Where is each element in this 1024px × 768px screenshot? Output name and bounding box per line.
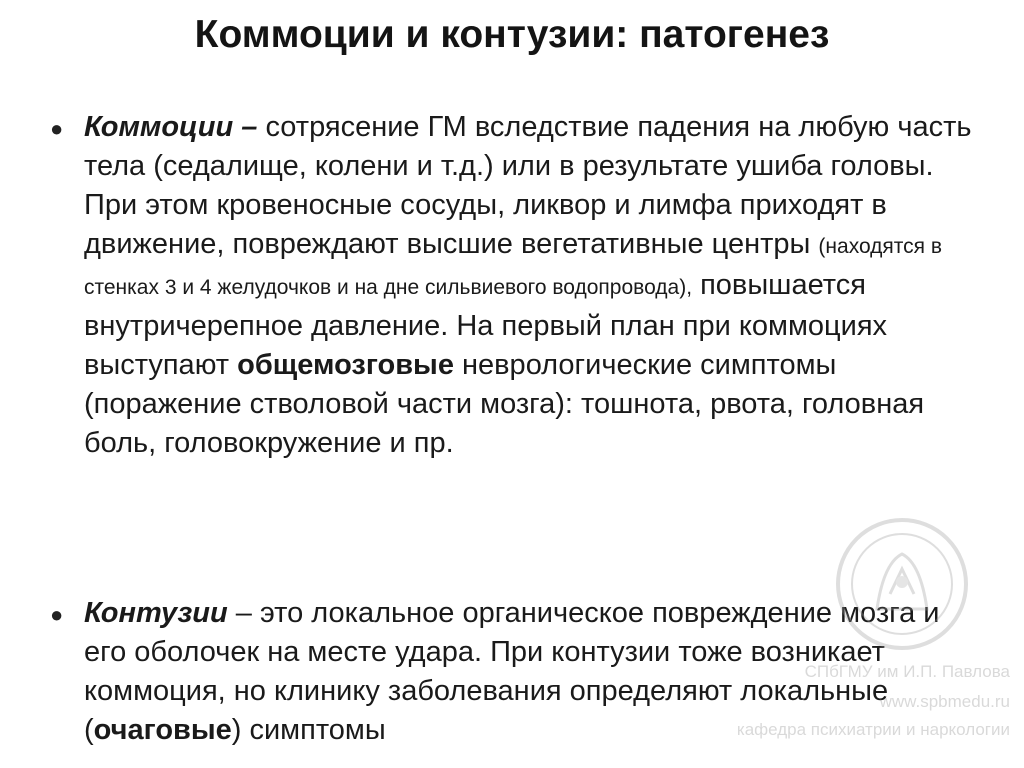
term-commotio: Коммоции – — [84, 111, 258, 143]
university-seal-icon — [832, 514, 972, 654]
contusio-text-bold: очаговые — [93, 714, 232, 746]
bullet-dot: ● — [50, 116, 64, 141]
commotio-text-part3: повышается внутричерепное давление. На первый план при коммоциях выступают — [84, 269, 888, 381]
bullet-commotio-text — [84, 108, 980, 463]
slide-title: Коммоции и контузии: патогенез — [194, 13, 830, 56]
commotio-text-part1: сотрясение ГМ вследствие падения на любую часть тела (седалище, колени и т.д.) или в результате ушиба головы. При этом кровеносные сосуды, ликвор и лимфа приходят в движение, повреждают высшие вегетативные центры — [84, 111, 972, 260]
watermark-department: кафедра психиатрии и наркологии — [736, 720, 1010, 739]
contusio-text-part3: ) симптомы — [231, 714, 386, 746]
bullet-commotio — [50, 108, 980, 463]
term-contusio: Контузии — [84, 597, 228, 629]
watermark-website: www.spbmedu.ru — [879, 692, 1010, 711]
watermark-university: СПбГМУ им И.П. Павлова — [804, 662, 1010, 681]
contusio-text-part1: – это локальное органическое повреждение мозга и его оболочек на месте удара. При контузии тоже возникает коммоция, но клинику заболевания определяют локальные ( — [84, 597, 940, 746]
commotio-text-bold: общемозговые — [237, 349, 454, 381]
commotio-text-part5: неврологические симптомы (поражение стволовой части мозга): тошнота, рвота, головная боль, головокружение и пр. — [84, 349, 925, 459]
bullet-dot: ● — [50, 602, 64, 627]
university-watermark — [736, 514, 1010, 754]
commotio-text-note: (находятся в стенках 3 и 4 желудочков и на дне сильвиевого водопровода), — [84, 235, 943, 299]
